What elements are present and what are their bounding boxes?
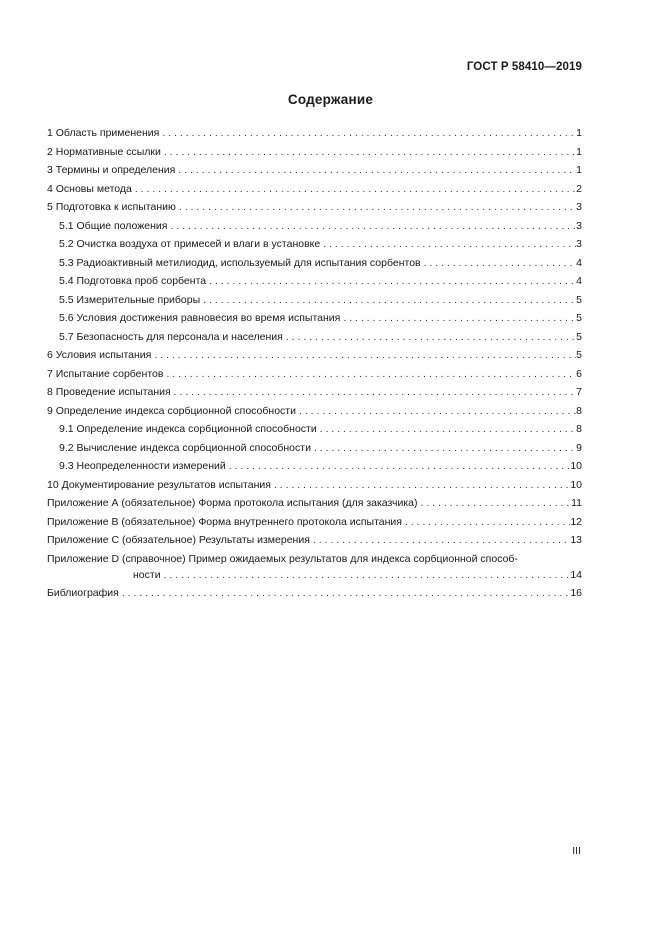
page-number: III (572, 845, 581, 857)
leader-dots (176, 198, 576, 217)
leader-dots (132, 180, 576, 199)
toc-entry-5-2[interactable]: 5.2 Очистка воздуха от примесей и влаги в установке . . . 3 (47, 235, 582, 254)
toc-entry-10[interactable]: 10 Документирование результатов испытания . . . 10 (47, 476, 582, 495)
leader-dots (161, 567, 571, 584)
toc-page-number: 16 (570, 586, 582, 599)
toc-page-number: 5 (576, 312, 582, 324)
leader-dots (418, 494, 572, 513)
leader-dots (226, 457, 571, 476)
toc-entry-appendix-d[interactable] (47, 551, 582, 584)
toc-entry-5-4[interactable]: 5.4 Подготовка проб сорбента . . . 4 (47, 272, 582, 291)
toc-entry-9-3[interactable]: 9.3 Неопределенности измерений . . . 10 (47, 457, 582, 476)
leader-dots (317, 420, 576, 439)
toc-page-number: 2 (576, 182, 582, 195)
toc-page-number: 11 (571, 497, 582, 509)
leader-dots (151, 346, 576, 365)
toc-page-number: 9 (576, 441, 582, 454)
leader-dots (175, 161, 576, 180)
toc-entry-bibliography[interactable]: Библиография . . . 16 (47, 584, 582, 603)
toc-entry-1[interactable]: 1 Область применения . . . 1 (47, 124, 582, 143)
toc-page-number: 8 (576, 423, 582, 435)
toc-entry-2[interactable]: 2 Нормативные ссылки . . . 1 (47, 143, 582, 162)
toc-page-number: 1 (576, 127, 582, 139)
toc-page-number: 4 (576, 256, 582, 269)
toc-entry-appendix-a[interactable]: Приложение А (обязательное) Форма протокола испытания (для заказчика) . . . 11 (47, 494, 582, 513)
toc-page-number: 3 (576, 201, 582, 213)
toc-entry-5-7[interactable]: 5.7 Безопасность для персонала и населения . . . 5 (47, 328, 582, 347)
toc-page-number: 1 (576, 145, 582, 158)
toc-page-number: 5 (576, 349, 582, 361)
toc-page-number: 6 (576, 367, 582, 380)
toc-entry-5-6[interactable]: 5.6 Условия достижения равновесия во время испытания . . . 5 (47, 309, 582, 328)
leader-dots (163, 365, 576, 384)
leader-dots (161, 143, 576, 162)
leader-dots (311, 439, 576, 458)
toc-entry-9[interactable]: 9 Определение индекса сорбционной способности . . . 8 (47, 402, 582, 421)
toc-page-number: 3 (576, 219, 582, 232)
leader-dots (159, 124, 576, 143)
leader-dots (171, 383, 576, 402)
toc-page-number: 10 (570, 460, 582, 472)
toc-entry-5-3[interactable]: 5.3 Радиоактивный метилиодид, используемый для испытания сорбентов . . . 4 (47, 254, 582, 273)
toc-entry-7[interactable]: 7 Испытание сорбентов . . . 6 (47, 365, 582, 384)
toc-entry-appendix-b[interactable]: Приложение В (обязательное) Форма внутреннего протокола испытания . . . 12 (47, 513, 582, 532)
leader-dots (320, 235, 576, 254)
toc-page-number: 14 (570, 569, 582, 581)
leader-dots (340, 309, 576, 328)
leader-dots (206, 272, 576, 291)
toc-page-number: 5 (576, 330, 582, 343)
toc-page-number: 10 (570, 478, 582, 491)
toc-entry-title: Приложение D (справочное) Пример ожидаемых результатов для индекса сорбционной способ- (47, 552, 518, 565)
toc-entry-5-1[interactable]: 5.1 Общие положения . . . 3 (47, 217, 582, 236)
toc-entry-4[interactable]: 4 Основы метода . . . 2 (47, 180, 582, 199)
toc-page-number: 3 (576, 238, 582, 250)
toc-page-number: 8 (576, 404, 582, 417)
leader-dots (310, 531, 570, 550)
leader-dots (283, 328, 576, 347)
toc-page-number: 13 (570, 534, 582, 546)
leader-dots (167, 217, 576, 236)
toc-page-number: 7 (576, 386, 582, 398)
toc-page-number: 5 (576, 293, 582, 306)
toc-page-number: 4 (576, 275, 582, 287)
toc-entry-appendix-c[interactable]: Приложение С (обязательное) Результаты измерения . . . 13 (47, 531, 582, 550)
toc-entry-6[interactable]: 6 Условия испытания . . . 5 (47, 346, 582, 365)
leader-dots (296, 402, 576, 421)
toc-entry-continuation: ности . . . 14 (47, 567, 582, 584)
toc-page-number: 1 (576, 164, 582, 176)
toc-entry-5-5[interactable]: 5.5 Измерительные приборы . . . 5 (47, 291, 582, 310)
leader-dots (200, 291, 576, 310)
leader-dots (421, 254, 577, 273)
leader-dots (402, 513, 570, 532)
toc-entry-9-2[interactable]: 9.2 Вычисление индекса сорбционной способности . . . 9 (47, 439, 582, 458)
leader-dots (271, 476, 570, 495)
toc-entry-8[interactable]: 8 Проведение испытания . . . 7 (47, 383, 582, 402)
toc-entry-5[interactable]: 5 Подготовка к испытанию . . . 3 (47, 198, 582, 217)
toc-page-number: 12 (570, 515, 582, 528)
table-of-contents (47, 124, 582, 602)
toc-entry-3[interactable]: 3 Термины и определения . . . 1 (47, 161, 582, 180)
document-header: ГОСТ Р 58410—2019 (466, 61, 582, 73)
toc-title: Содержание (287, 92, 374, 107)
leader-dots (119, 584, 570, 603)
toc-entry-9-1[interactable]: 9.1 Определение индекса сорбционной способности . . . 8 (47, 420, 582, 439)
